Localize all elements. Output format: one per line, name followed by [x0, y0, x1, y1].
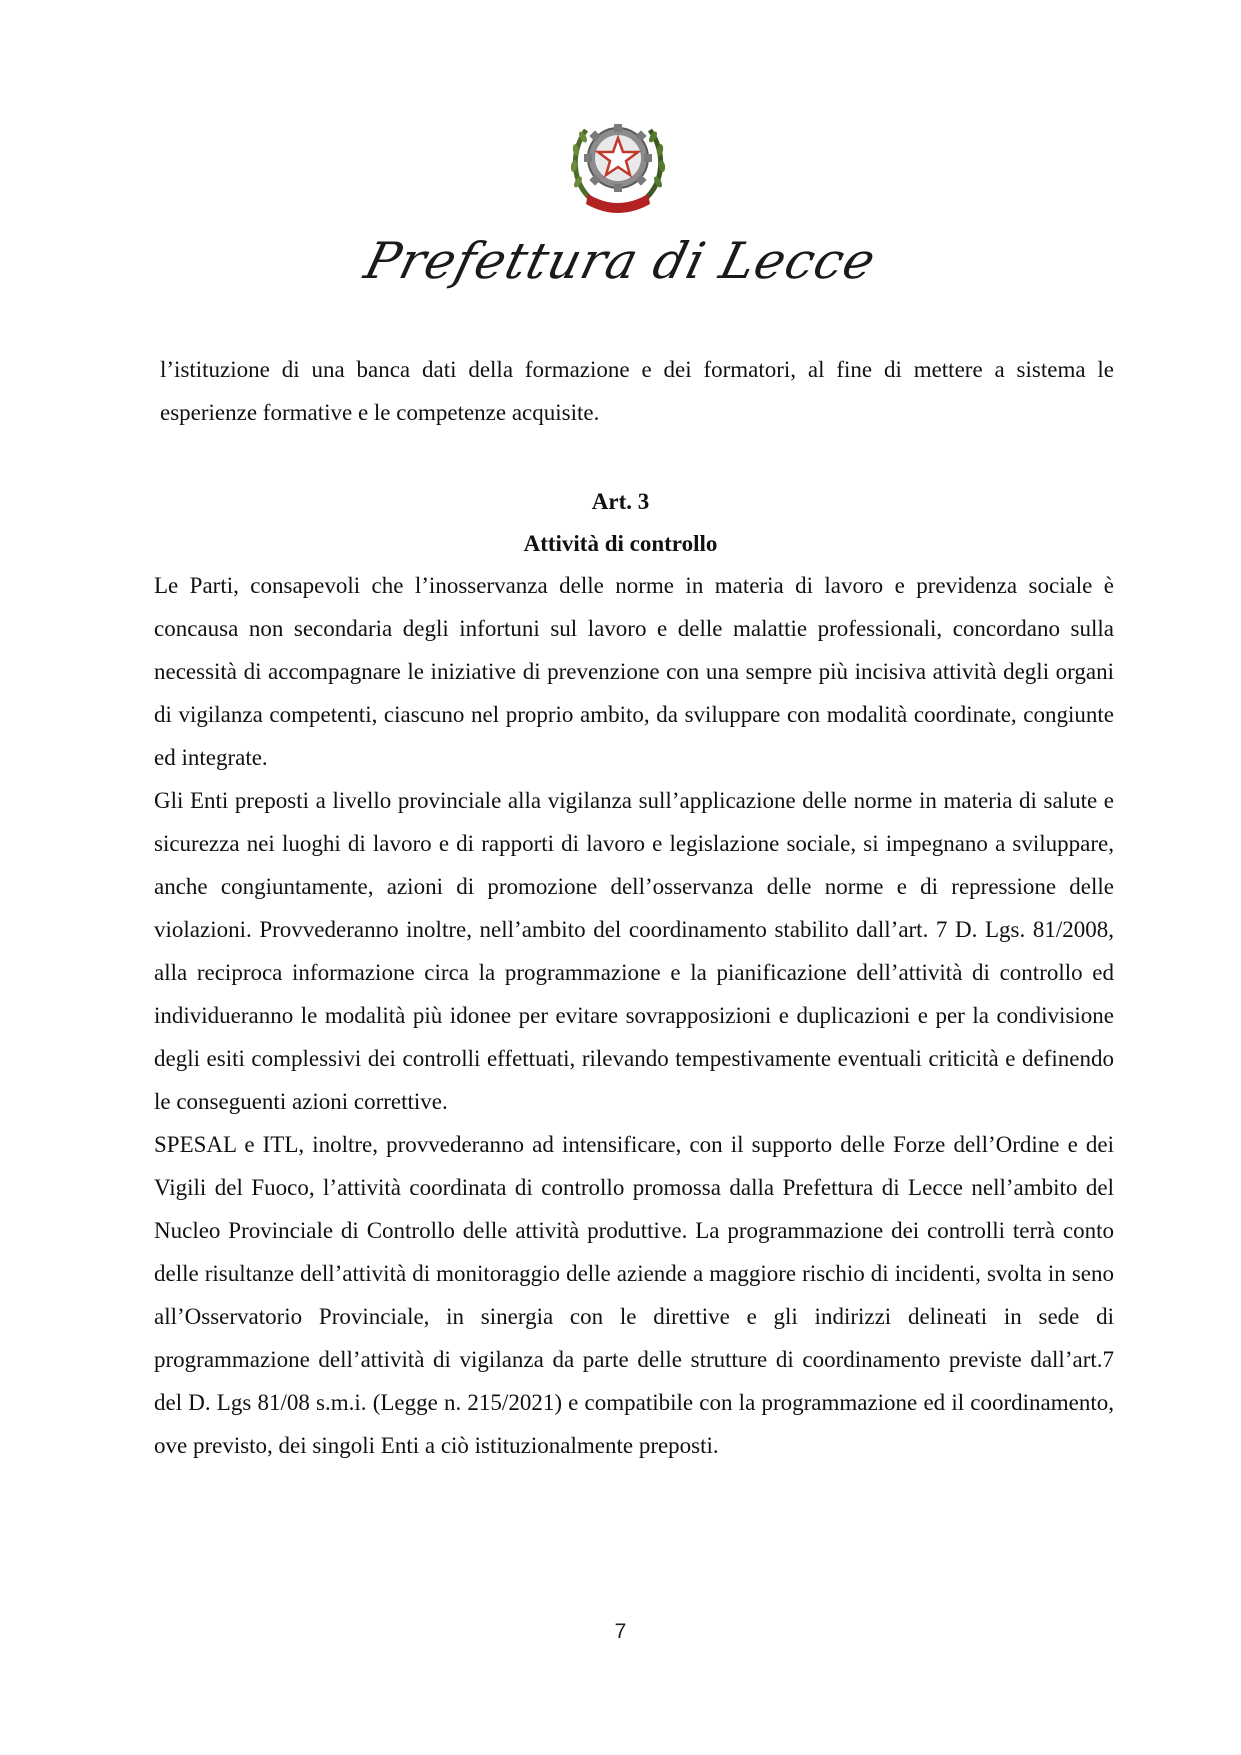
article-paragraph: Le Parti, consapevoli che l’inosservanza delle norme in materia di lavoro e previdenza sociale è concausa non secondaria degli infortuni sul lavoro e delle malattie professionali, concordano sulla necessità di accompagnare le iniziative di prevenzione con una sempre più incisiva attività degli organi di vigilanza competenti, ciascuno nel proprio ambito, da sviluppare con modalità coordinate, congiunte ed integrate. — [154, 573, 1114, 770]
article-paragraph: Gli Enti preposti a livello provinciale alla vigilanza sull’applicazione delle norme in materia di salute e sicurezza nei luoghi di lavoro e di rapporti di lavoro e legislazione sociale, si impegnano a sviluppare, anche congiuntamente, azioni di promozione dell’osservanza delle norme e di repressione delle violazioni. Provvederanno inoltre, nell’ambito del coordinamento stabilito dall’art. 7 D. Lgs. 81/2008, alla reciproca informazione circa la programmazione e la pianificazione dell’attività di controllo ed individueranno le modalità più idonee per evitare sovrapposizioni e duplicazioni e per la condivisione degli esiti complessivi dei controlli effettuati, rilevando tempestivamente eventuali criticità e definendo le conseguenti azioni correttive. — [154, 788, 1114, 1114]
intro-paragraph: l’istituzione di una banca dati della formazione e dei formatori, al fine di mettere a sistema le esperienze formative e le competenze acquisite. — [160, 357, 1114, 425]
page-number: 7 — [614, 1620, 627, 1643]
article-body — [154, 564, 1114, 1467]
office-name-heading: Prefettura di Lecce — [359, 232, 882, 290]
article-title: Attività di controllo — [523, 531, 718, 556]
article-number: Art. 3 — [591, 489, 650, 514]
italian-republic-emblem-icon — [562, 108, 674, 220]
intro-paragraph-block — [160, 348, 1114, 434]
article-paragraph: SPESAL e ITL, inoltre, provvederanno ad intensificare, con il supporto delle Forze dell’Ordine e dei Vigili del Fuoco, l’attività coordinata di controllo promossa dalla Prefettura di Lecce nell’ambito del Nucleo Provinciale di Controllo delle attività produttive. La programmazione dei controlli terrà conto delle risultanze dell’attività di monitoraggio delle aziende a maggiore rischio di incidenti, svolta in seno all’Osservatorio Provinciale, in sinergia con le direttive e gli indirizzi delineati in sede di programmazione dell’attività di vigilanza da parte delle strutture di coordinamento previste dall’art.7 del D. Lgs 81/08 s.m.i. (Legge n. 215/2021) e compatibile con la programmazione ed il coordinamento, ove previsto, dei singoli Enti a ciò istituzionalmente preposti. — [154, 1132, 1114, 1458]
